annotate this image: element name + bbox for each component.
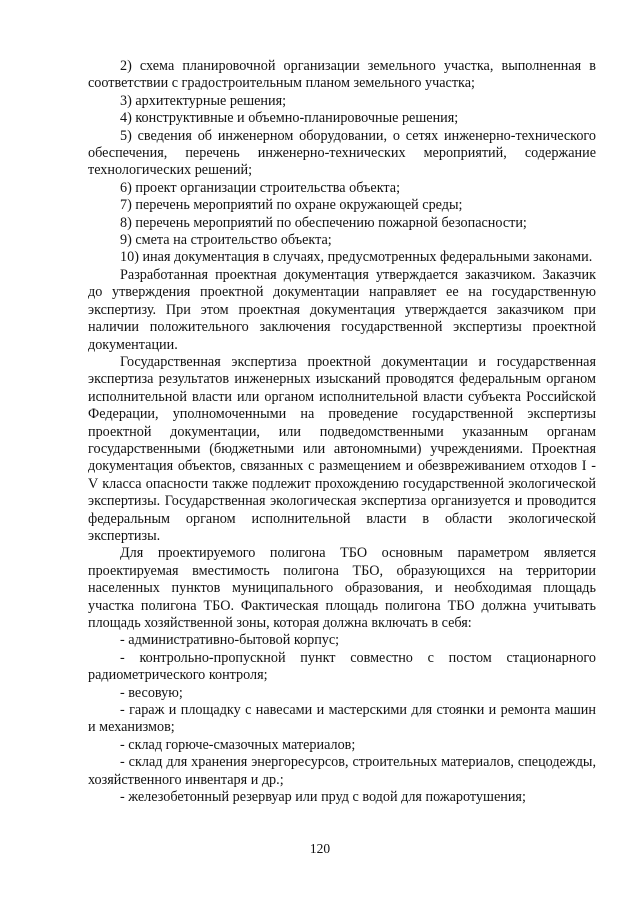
- list-item-fire-reservoir: - железобетонный резервуар или пруд с водой для пожаротушения;: [120, 789, 526, 806]
- document-body: [88, 58, 596, 806]
- paragraph-item-7: 7) перечень мероприятий по охране окружающей среды;: [120, 197, 463, 214]
- paragraph-landfill-parameters: Для проектируемого полигона ТБО основным параметром является проектируемая вместимость полигона ТБО, образующихся на территории населенных пунктов муниципального образования, и необходимая площадь участка полигона ТБО. Фактическая площадь полигона ТБО должна учитывать площадь хозяйственной зоны, которая должна включать в себя:: [88, 545, 596, 631]
- list-item-fuel-storage: - склад горюче-смазочных материалов;: [120, 736, 356, 753]
- paragraph-item-3: 3) архитектурные решения;: [120, 92, 287, 109]
- list-item-garage: - гараж и площадку с навесами и мастерскими для стоянки и ремонта машин и механизмов;: [88, 702, 596, 736]
- paragraph-state-expertise: Государственная экспертиза проектной документации и государственная экспертиза результатов инженерных изысканий проводятся федеральным органом исполнительной власти или органом исполнительной власти субъекта Российской Федерации, уполномоченными на проведение государственной экспертизы проектной документации, или подведомственными указанным органам государственными (бюджетными или автономными) учреждениями. Проектная документация объектов, связанных с размещением и обезвреживанием отходов I - V класса опасности также подлежит прохождению государственной экологической экспертизы. Государственная экологическая экспертиза организуется и проводится федеральным органом исполнительной власти в области экологической экспертизы.: [88, 353, 596, 544]
- page-number: 120: [309, 841, 331, 856]
- paragraph-item-2: 2) схема планировочной организации земельного участка, выполненная в соответствии с градостроительным планом земельного участка;: [88, 58, 596, 92]
- list-item-checkpoint: - контрольно-пропускной пункт совместно с постом стационарного радиометрического контроля;: [88, 649, 596, 684]
- paragraph-item-10: 10) иная документация в случаях, предусмотренных федеральными законами.: [120, 249, 593, 266]
- paragraph-approval: Разработанная проектная документация утверждается заказчиком. Заказчик до утверждения проектной документации направляет ее на государственную экспертизу. При этом проектная документация утверждается заказчиком при наличии положительного заключения государственной экспертизы проектной документации.: [88, 266, 596, 353]
- list-item-materials-storage: - склад для хранения энергоресурсов, строительных материалов, спецодежды, хозяйственного инвентаря и др.;: [88, 754, 596, 788]
- list-item-admin-building: - административно-бытовой корпус;: [120, 632, 340, 649]
- paragraph-item-4: 4) конструктивные и объемно-планировочные решения;: [120, 110, 459, 127]
- paragraph-item-6: 6) проект организации строительства объекта;: [120, 179, 401, 196]
- paragraph-item-9: 9) смета на строительство объекта;: [120, 232, 332, 249]
- paragraph-item-8: 8) перечень мероприятий по обеспечению пожарной безопасности;: [120, 214, 527, 231]
- paragraph-item-5: 5) сведения об инженерном оборудовании, о сетях инженерно-технического обеспечения, перечень инженерно-технических мероприятий, содержание технологических решений;: [88, 127, 596, 179]
- list-item-scales: - весовую;: [120, 684, 183, 701]
